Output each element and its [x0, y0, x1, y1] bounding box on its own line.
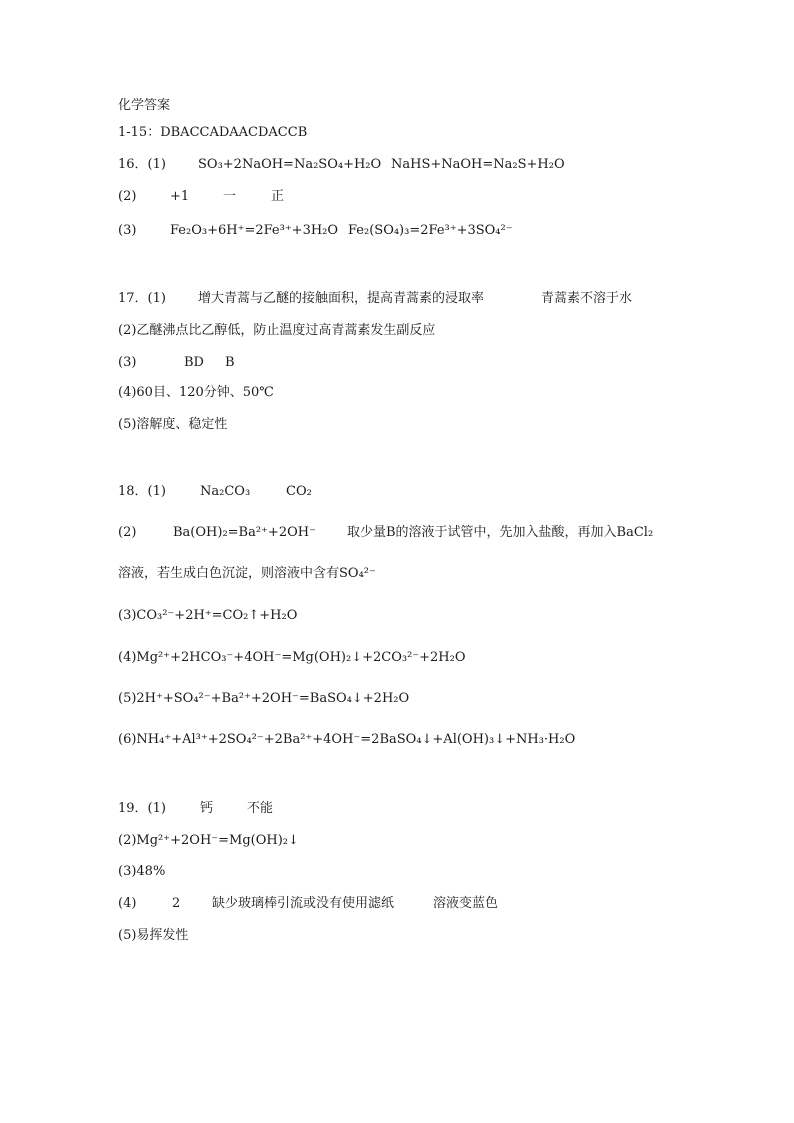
mc-answers — [118, 124, 307, 142]
q16-p3-label: (3) — [118, 223, 137, 238]
q17-p4-text: (4)60目、120分钟、50℃ — [118, 385, 274, 400]
q16-p2-c: 正 — [271, 189, 285, 204]
q19-p4-b: 缺少玻璃棒引流或没有使用滤纸 — [212, 896, 395, 911]
document-title — [118, 97, 170, 115]
q19-part1 — [118, 800, 273, 818]
q18-p2-cont-text: 溶液，若生成白色沉淀，则溶液中含有SO₄²⁻ — [118, 566, 376, 581]
q19-p2-eq: (2)Mg²⁺+2OH⁻=Mg(OH)₂↓ — [118, 833, 299, 848]
q17-p2-text: (2)乙醚沸点比乙醇低，防止温度过高青蒿素发生副反应 — [118, 323, 436, 338]
q19-p4-c: 溶液变蓝色 — [433, 896, 499, 911]
q19-p3-text: (3)48% — [118, 864, 166, 879]
q17-p3-a: BD — [184, 355, 204, 370]
q17-p3-label: (3) — [118, 355, 137, 370]
q19-number: 19．(1) — [118, 801, 166, 816]
q17-part1 — [118, 290, 632, 308]
title-text: 化学答案 — [118, 98, 171, 113]
q18-p2-eq: Ba(OH)₂=Ba²⁺+2OH⁻ — [173, 525, 316, 540]
q18-p1-b: CO₂ — [286, 484, 312, 499]
q17-part2 — [118, 322, 435, 340]
q19-part2 — [118, 832, 299, 850]
q16-eq1: SO₃+2NaOH=Na₂SO₄+H₂O — [198, 157, 382, 172]
q18-p4-eq: (4)Mg²⁺+2HCO₃⁻+4OH⁻=Mg(OH)₂↓+2CO₃²⁻+2H₂O — [118, 650, 466, 665]
q18-part3 — [118, 607, 297, 625]
q18-part2 — [118, 524, 653, 542]
q16-part3 — [118, 222, 513, 240]
q16-eq2: NaHS+NaOH=Na₂S+H₂O — [391, 157, 565, 172]
q19-part4 — [118, 895, 498, 913]
q16-part2 — [118, 188, 284, 206]
q18-part4 — [118, 649, 466, 667]
q17-part3 — [118, 354, 235, 372]
q16-part1 — [118, 156, 565, 174]
q17-p1-a: 增大青蒿与乙醚的接触面积，提高青蒿素的浸取率 — [198, 291, 485, 306]
q17-p1-b: 青蒿素不溶于水 — [541, 291, 633, 306]
q19-part3 — [118, 863, 165, 881]
q18-p3-eq: (3)CO₃²⁻+2H⁺=CO₂↑+H₂O — [118, 608, 298, 623]
q18-part5 — [118, 690, 409, 708]
q18-part1 — [118, 483, 312, 501]
q17-part5 — [118, 416, 227, 434]
q19-p4-a: 2 — [172, 896, 181, 911]
q17-number: 17．(1) — [118, 291, 166, 306]
q19-p1-a: 钙 — [200, 801, 214, 816]
q17-p3-b: B — [225, 355, 235, 370]
q18-number: 18．(1) — [118, 484, 166, 499]
q19-p4-label: (4) — [118, 896, 137, 911]
q16-number: 16．(1) — [118, 157, 166, 172]
mc-answer-text: 1-15：DBACCADAACDACCB — [118, 125, 308, 140]
q18-part6 — [118, 731, 575, 749]
q16-p3-eq2: Fe₂(SO₄)₃=2Fe³⁺+3SO₄²⁻ — [348, 223, 513, 238]
q18-p6-eq: (6)NH₄⁺+Al³⁺+2SO₄²⁻+2Ba²⁺+4OH⁻=2BaSO₄↓+Al(OH)₃↓+NH₃·H₂O — [118, 732, 576, 747]
q18-p2-text: 取少量B的溶液于试管中，先加入盐酸，再加入BaCl₂ — [347, 525, 654, 540]
q18-p1-a: Na₂CO₃ — [200, 484, 251, 499]
q19-p1-b: 不能 — [247, 801, 274, 816]
q19-p5-text: (5)易挥发性 — [118, 928, 189, 943]
q18-p2-label: (2) — [118, 525, 137, 540]
q17-p5-text: (5)溶解度、稳定性 — [118, 417, 228, 432]
q16-p2-a: +1 — [170, 189, 190, 204]
q16-p3-eq1: Fe₂O₃+6H⁺=2Fe³⁺+3H₂O — [170, 223, 339, 238]
q18-part2-cont — [118, 565, 376, 583]
q16-p2-b: 一 — [223, 189, 237, 204]
q16-p2-label: (2) — [118, 189, 137, 204]
q18-p5-eq: (5)2H⁺+SO₄²⁻+Ba²⁺+2OH⁻=BaSO₄↓+2H₂O — [118, 691, 410, 706]
q19-part5 — [118, 927, 188, 945]
q17-part4 — [118, 384, 274, 402]
